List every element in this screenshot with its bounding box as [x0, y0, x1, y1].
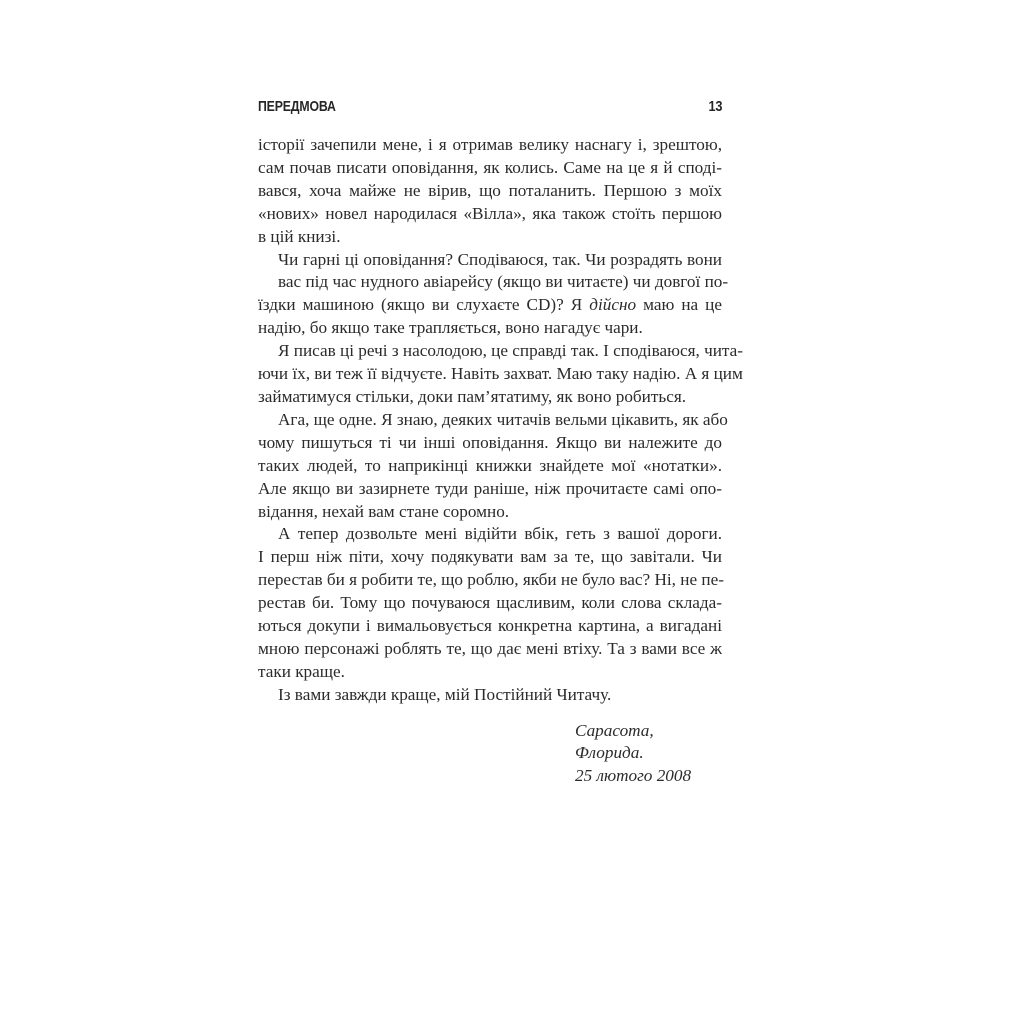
- paragraph-5: [258, 523, 722, 683]
- text-line: «нових» новел народилася «Вілла», яка також стоїть першою: [258, 203, 722, 223]
- text-line: ються докупи і вимальовується конкретна картина, а вигадані: [258, 616, 722, 636]
- paragraph-3: [258, 340, 744, 409]
- text-line: відання, нехай вам стане соромно.: [258, 501, 510, 521]
- paragraph-2: [258, 249, 729, 341]
- text-line: І перш ніж піти, хочу подякувати вам за те, що завітали. Чи: [258, 547, 722, 567]
- text-line: мною персонажі роблять те, що дає мені втіху. Та з вами все ж: [258, 638, 722, 658]
- text-line: сам почав писати оповідання, як колись. Саме на це я й сподi-: [258, 157, 722, 177]
- signature-date: 25 лютого 2008: [575, 765, 692, 785]
- body-text: [258, 134, 744, 707]
- emphasized-word: дійсно: [589, 295, 637, 315]
- text-line: Але якщо ви зазирнете туди раніше, ніж прочитаєте самі опо-: [258, 478, 722, 498]
- signature-block: [258, 720, 722, 788]
- page-number: 13: [708, 98, 722, 115]
- paragraph-4: [258, 409, 728, 524]
- text-line: вався, хоча майже не вірив, що поталанить. Першою з моїх: [258, 180, 722, 200]
- running-header: [258, 98, 722, 124]
- paragraph-6: [258, 684, 722, 707]
- text-line: рестав би. Тому що почуваюся щасливим, коли слова склада-: [258, 593, 722, 613]
- text-line: ючи їх, ви теж її відчуєте. Навіть захват. Маю таку надію. А я цим: [258, 364, 743, 384]
- text-line: історії зачепили мене, і я отримав велику наснагу і, зрештою,: [258, 135, 722, 154]
- text-line: займатимуся стільки, доки пам’ятатиму, як воно робиться.: [258, 386, 687, 406]
- text-line: в цій книзі.: [258, 226, 341, 246]
- paragraph-1: [258, 134, 722, 249]
- text-line: чому пишуться ті чи інші оповідання. Якщо ви належите до: [258, 432, 722, 452]
- text-line: Ага, ще одне. Я знаю, деяких читачів вельми цікавить, як або: [278, 409, 728, 429]
- text-line: А тепер дозвольте мені відійти вбік, геть з вашої дороги.: [278, 524, 722, 544]
- chapter-title: ПЕРЕДМОВА: [258, 98, 336, 115]
- text-line: перестав би я робити те, що роблю, якби не було вас? Ні, не пе-: [258, 570, 724, 590]
- signature-place: Сарасота, Флорида.: [575, 720, 654, 763]
- text-line: вас під час нудного авіарейсу (якщо ви читаєте) чи довгої по-: [278, 272, 729, 292]
- text-line: Із вами завжди краще, мій Постійний Читачу.: [278, 684, 612, 704]
- text-line: Я писав ці речі з насолодою, це справді так. І сподіваюся, чита-: [278, 341, 744, 361]
- book-page: [258, 98, 744, 787]
- text-line: таки краще.: [258, 661, 345, 681]
- text-line: надію, бо якщо таке трапляється, воно нагадує чари.: [258, 318, 643, 338]
- text-line: Чи гарні ці оповідання? Сподіваюся, так. Чи розрадять вони: [278, 249, 722, 269]
- text-line-with-emphasis: їздки машиною (якщо ви слухаєте CD)? Я дійсно маю на це: [258, 295, 722, 315]
- text-line: таких людей, то наприкінці книжки знайдете мої «нотатки».: [258, 455, 722, 475]
